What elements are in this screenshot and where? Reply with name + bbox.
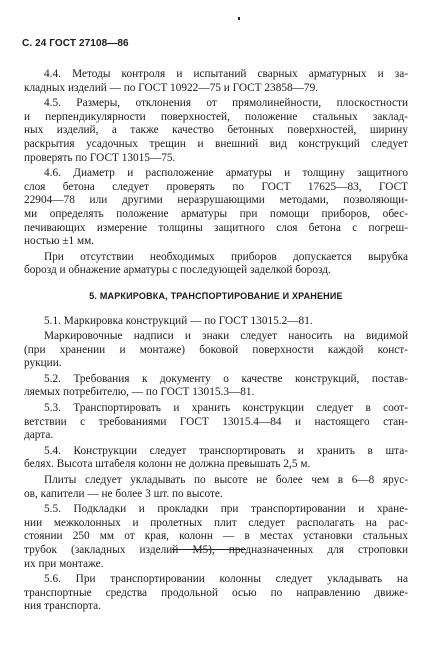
paragraph (24, 68, 408, 95)
text-line: 22904—78 или другими неразрушающими методами, позволяющи- (24, 194, 408, 207)
text-line: транспортные средства продольной осью по направлению движе- (24, 586, 408, 599)
paragraph (24, 573, 408, 614)
text-line: ностью ±1 мм. (24, 235, 95, 248)
text-line: 5.2. Требования к документу о качестве конструкций, постав- (44, 372, 408, 385)
text-line: проверять по ГОСТ 13015—75. (24, 151, 176, 164)
text-line: 4.4. Методы контроля и испытаний сварных арматурных и за- (44, 68, 408, 80)
text-line: белях. Высота штабеля колонн не должна превышать 2,5 м. (24, 458, 311, 471)
paragraph (24, 445, 408, 472)
text-line: раскрытия усадочных трещин и внешний вид конструкций следует (24, 137, 408, 150)
paragraph (24, 315, 408, 329)
text-line: Маркировочные надписи и знаки следует наносить на видимой (44, 330, 408, 343)
text-line: их при монтаже. (24, 557, 104, 570)
text-line: При отсутствии необходимых приборов допускается вырубка (44, 250, 408, 263)
text-line: 5.5. Подкладки и прокладки при транспортировании и хране- (44, 503, 408, 516)
section-4-text (24, 68, 408, 278)
paragraph (24, 97, 408, 165)
section-5-text (24, 315, 408, 614)
text-line: кладных изделий — по ГОСТ 10922—75 и ГОСТ 23858—79. (24, 81, 319, 94)
paragraph (24, 330, 408, 371)
document-body (24, 68, 408, 616)
paragraph (24, 474, 408, 501)
text-line: печивающих измерение толщины защитного слоя бетона с погреш- (24, 221, 408, 234)
text-line: (при хранении и монтаже) боковой поверхности каждой конст- (24, 343, 408, 356)
paragraph (24, 402, 408, 443)
text-line: 5.6. При транспортировании колонны следует укладывать на (44, 573, 408, 586)
text-line: слоя бетона следует проверять по ГОСТ 17625—83, ГОСТ (24, 180, 408, 193)
paragraph (24, 373, 408, 400)
paragraph (24, 251, 408, 278)
text-line: 5.1. Маркировка конструкций — по ГОСТ 13015.2—81. (44, 314, 313, 327)
text-line: и перпендикулярности поверхностей, положение стальных заклад- (24, 110, 408, 123)
text-line: ных изделий, а также качество бетонных поверхностей, ширину (24, 124, 408, 137)
text-line: ляемых потребителю, — по ГОСТ 13015.3—81. (24, 386, 255, 399)
text-line: 5.4. Конструкции следует транспортировать и хранить в шта- (44, 444, 408, 457)
paragraph (24, 503, 408, 571)
page-header: С. 24 ГОСТ 27108—86 (22, 38, 129, 49)
paragraph (24, 167, 408, 249)
text-line: трубок (закладных изделий М5), предназначенных для строповки (24, 544, 408, 556)
page-mark (238, 17, 240, 20)
text-line: ми определять положение арматуры при помощи приборов, обес- (24, 207, 408, 220)
text-line: 4.5. Размеры, отклонения от прямолинейности, плоскостности (44, 97, 408, 110)
text-line: ветствии с требованиями ГОСТ 13015.4—84 и настоящего стан- (24, 415, 408, 428)
end-rule (172, 549, 246, 550)
section-title: 5. МАРКИРОВКА, ТРАНСПОРТИРОВАНИЕ И ХРАНЕНИЕ (89, 290, 343, 301)
text-line: ния транспорта. (24, 600, 102, 613)
text-line: стоянии 250 мм от края, колонн — в местах установки стальных (24, 530, 408, 543)
text-line: дарта. (24, 429, 54, 442)
text-line: борозд и обнажение арматуры с последующей заделкой борозд. (24, 264, 331, 277)
text-line: ов, капители — не более 3 шт. по высоте. (24, 487, 223, 500)
text-line: нии межколонных и пролетных плит следует располагать на рас- (24, 516, 408, 529)
text-line: 4.6. Диаметр и расположение арматуры и толщину защитного (44, 167, 408, 180)
text-line: 5.3. Транспортировать и хранить конструкции следует в соот- (44, 402, 408, 415)
text-line: рукции. (24, 357, 62, 370)
text-line: Плиты следует укладывать по высоте не более чем в 6—8 ярус- (44, 474, 408, 487)
